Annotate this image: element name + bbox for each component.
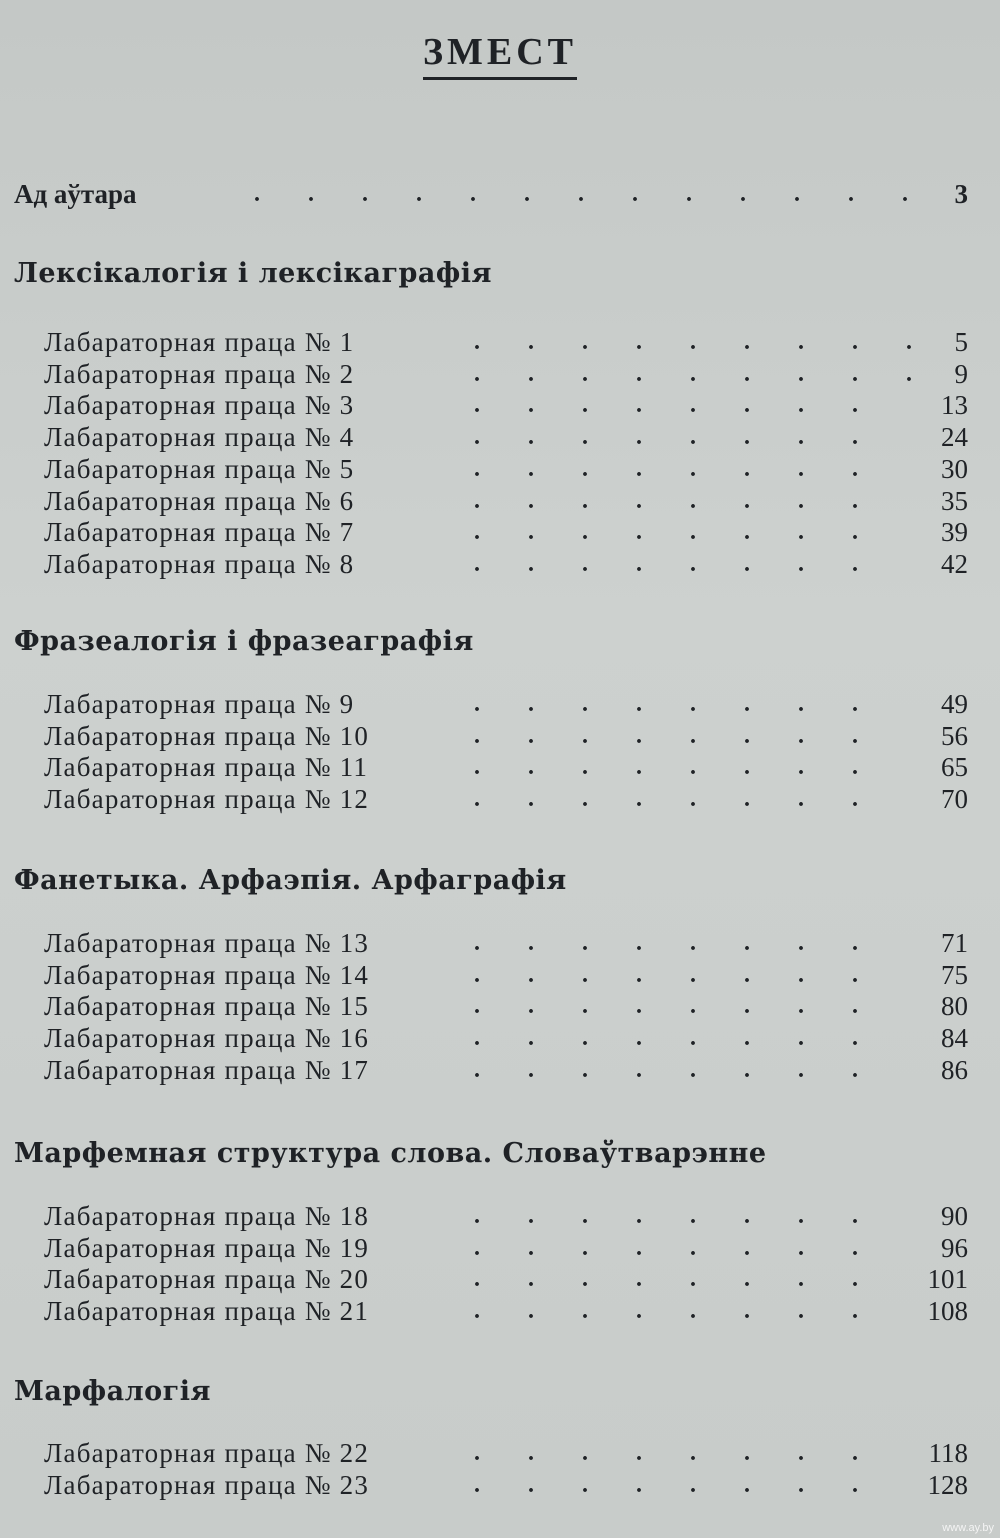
toc-entry: [44, 485, 968, 517]
toc-entry-label: Лабараторная праца № 8: [44, 548, 355, 579]
toc-entry-label: Лабараторная праца № 21: [44, 1296, 370, 1327]
toc-entry-label: Лабараторная праца № 6: [44, 485, 355, 516]
toc-entry-page: 24: [941, 422, 968, 453]
toc-entry-page: 101: [927, 1264, 968, 1295]
leader-dots: . . . . . . . .: [474, 961, 879, 988]
toc-entry: [44, 1200, 968, 1232]
toc-entry: [44, 421, 968, 453]
toc-entry-label: Лабараторная праца № 9: [44, 689, 355, 719]
leader-dots: . . . . . . . .: [474, 550, 879, 577]
toc-entry-page: 3: [954, 179, 968, 209]
leader-dots: . . . . . . . .: [474, 691, 879, 717]
leader-dots: . . . . . . . .: [474, 1203, 879, 1229]
leader-dots: . . . . . . . .: [474, 1298, 879, 1325]
toc-entry-page: 96: [941, 1232, 968, 1263]
toc-entry: [44, 1469, 968, 1501]
leader-dots: . . . . . . . . .: [474, 329, 933, 355]
leader-dots: . . . . . . . .: [474, 1234, 879, 1261]
section-heading: Лексікалогія і лексікаграфія: [14, 258, 492, 289]
toc-entry-label: Ад аўтара: [14, 179, 137, 209]
toc-entry-label: Лабараторная праца № 15: [44, 991, 370, 1022]
toc-entry-page: 75: [941, 959, 968, 990]
toc-entry-page: 90: [941, 1201, 968, 1231]
toc-entry: [44, 688, 968, 720]
leader-dots: . . . . . . . .: [474, 722, 879, 749]
toc-entry-page: 9: [954, 358, 968, 389]
leader-dots: . . . . . . . .: [474, 1025, 879, 1052]
toc-entry-page: 118: [928, 1438, 968, 1468]
toc-entry-label: Лабараторная праца № 10: [44, 720, 370, 751]
toc-entry: [44, 1263, 968, 1295]
toc-entry-label: Лабараторная праца № 12: [44, 784, 370, 815]
leader-dots: . . . . . . . .: [474, 786, 879, 813]
toc-entry-page: 49: [941, 689, 968, 719]
toc-entry: [44, 358, 968, 390]
leader-dots: . . . . . . . .: [474, 392, 879, 419]
toc-entry-page: 128: [927, 1469, 968, 1500]
toc-entry: [44, 1232, 968, 1264]
leader-dots: . . . . . . . .: [474, 519, 879, 546]
section-heading: Марфалогія: [14, 1376, 211, 1407]
toc-entry-intro: [14, 178, 968, 210]
toc-entry: [44, 751, 968, 783]
leader-dots: . . . . . . . .: [474, 993, 879, 1020]
leader-dots: . . . . . . . .: [474, 487, 879, 514]
toc-entry: [44, 720, 968, 752]
section-heading: Фразеалогія і фразеаграфія: [14, 626, 474, 657]
toc-entry-page: 30: [941, 453, 968, 484]
toc-entry: [44, 1437, 968, 1469]
leader-dots: . . . . . . . .: [474, 455, 879, 482]
toc-entry-page: 71: [941, 928, 968, 958]
toc-entry-label: Лабараторная праца № 2: [44, 358, 355, 389]
leader-dots: . . . . . . . .: [474, 754, 879, 781]
toc-entry: [44, 453, 968, 485]
leader-dots: . . . . . . . .: [474, 424, 879, 451]
toc-entry: [44, 516, 968, 548]
toc-entry-page: 56: [941, 720, 968, 751]
toc-entry: [44, 326, 968, 358]
page-title: ЗМЕСТ: [0, 30, 1000, 74]
toc-entry-page: 86: [941, 1054, 968, 1085]
toc-entry: [44, 990, 968, 1022]
toc-entry-label: Лабараторная праца № 13: [44, 928, 370, 958]
toc-entry: [44, 1054, 968, 1086]
watermark: www.ay.by: [942, 1522, 994, 1534]
toc-entry: [44, 548, 968, 580]
leader-dots: . . . . . . . .: [474, 1266, 879, 1293]
toc-entry: [44, 927, 968, 959]
leader-dots: . . . . . . . .: [474, 1440, 879, 1466]
leader-dots: . . . . . . . .: [474, 1056, 879, 1083]
toc-entry-label: Лабараторная праца № 20: [44, 1264, 370, 1295]
toc-entry-page: 80: [941, 991, 968, 1022]
toc-entry-label: Лабараторная праца № 19: [44, 1232, 370, 1263]
toc-entry-label: Лабараторная праца № 17: [44, 1054, 370, 1085]
toc-entry: [44, 959, 968, 991]
toc-entry-label: Лабараторная праца № 3: [44, 390, 355, 421]
toc-entry-label: Лабараторная праца № 5: [44, 453, 355, 484]
show-through-text: [250, 92, 259, 130]
toc-entry-label: Лабараторная праца № 22: [44, 1438, 370, 1468]
toc-entry-label: Лабараторная праца № 11: [44, 752, 369, 783]
toc-entry-label: Лабараторная праца № 23: [44, 1469, 370, 1500]
toc-entry-label: Лабараторная праца № 14: [44, 959, 370, 990]
section-heading: Фанетыка. Арфаэпія. Арфаграфія: [14, 865, 567, 896]
leader-dots: . . . . . . . .: [474, 930, 879, 956]
toc-entry-label: Лабараторная праца № 16: [44, 1023, 370, 1054]
leader-dots: . . . . . . . .: [474, 1471, 879, 1498]
toc-entry-page: 5: [954, 327, 968, 357]
toc-entry-page: 39: [941, 517, 968, 548]
toc-entry-label: Лабараторная праца № 7: [44, 517, 355, 548]
toc-entry: [44, 389, 968, 421]
toc-entry-page: 13: [941, 390, 968, 421]
toc-entry-page: 84: [941, 1023, 968, 1054]
toc-entry-page: 42: [941, 548, 968, 579]
toc-entry-label: Лабараторная праца № 18: [44, 1201, 370, 1231]
leader-dots: . . . . . . . . .: [474, 360, 933, 387]
toc-entry: [44, 783, 968, 815]
section-heading: Марфемная структура слова. Словаўтварэнне: [14, 1138, 767, 1169]
toc-entry-label: Лабараторная праца № 1: [44, 327, 355, 357]
toc-entry: [44, 1022, 968, 1054]
toc-entry: [44, 1295, 968, 1327]
leader-dots: . . . . . . . . . . . . .: [254, 181, 929, 207]
toc-entry-label: Лабараторная праца № 4: [44, 422, 355, 453]
toc-entry-page: 35: [941, 485, 968, 516]
toc-entry-page: 108: [927, 1296, 968, 1327]
toc-entry-page: 65: [941, 752, 968, 783]
toc-entry-page: 70: [941, 784, 968, 815]
